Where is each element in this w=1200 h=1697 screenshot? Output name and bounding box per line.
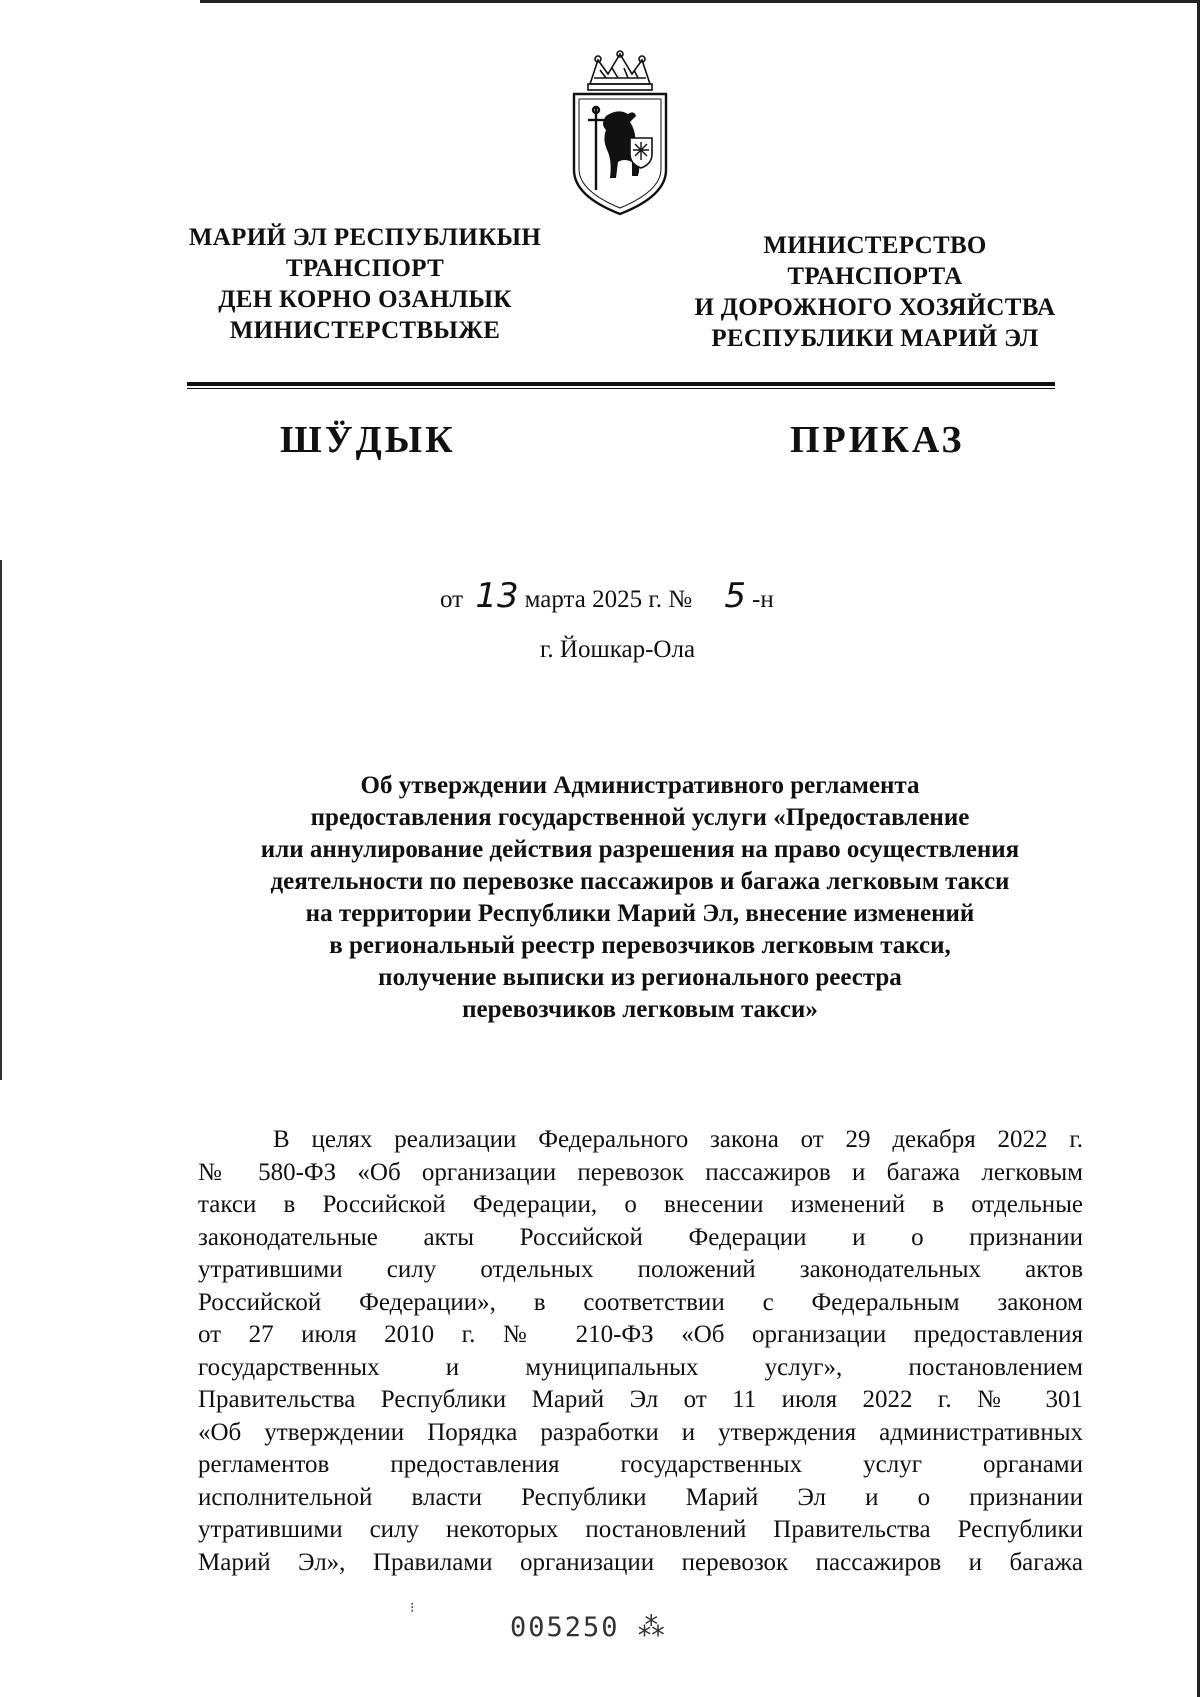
title-line: перевозчиков легковым такси» [462, 996, 818, 1023]
header-left-line: ДЕН КОРНО ОЗАНЛЫК [218, 286, 512, 313]
header-right-line: И ДОРОЖНОГО ХОЗЯЙСТВА [694, 294, 1056, 321]
title-line: Об утверждении Административного регламента [360, 772, 920, 799]
body-line: Российской Федерации», в соответствии с Федеральным законом [198, 1288, 1083, 1316]
body-line: Правительства Республики Марий Эл от 11 июля 2022 г. № 301 [198, 1386, 1083, 1413]
scan-edge-top [200, 0, 1200, 3]
body-line: № 580-ФЗ «Об организации перевозок пассажиров и багажа легковым [198, 1158, 1083, 1186]
doc-type-russian: ПРИКАЗ [790, 419, 965, 461]
header-right-line: РЕСПУБЛИКИ МАРИЙ ЭЛ [711, 325, 1039, 352]
header-ministry-russian [680, 230, 1070, 354]
body-line: утратившими силу некоторых постановлений Правительства Республики [198, 1516, 1083, 1543]
body-line: государственных и муниципальных услуг», постановлением [198, 1353, 1083, 1381]
order-number-suffix: -н [752, 586, 774, 613]
divider-thick-line [187, 382, 1055, 386]
header-right-line: ТРАНСПОРТА [787, 263, 963, 290]
body-line: законодательные акты Российской Федерации и о признании [198, 1223, 1083, 1251]
doc-type-mari: ШӰДЫК [280, 419, 456, 461]
title-line: предоставления государственной услуги «Предоставление [310, 804, 970, 831]
body-line: утратившими силу отдельных положений законодательных актов [198, 1256, 1083, 1283]
divider-thin-line [187, 388, 1055, 389]
body-line: «Об утверждении Порядка разработки и утверждения административных [198, 1418, 1083, 1446]
body-line: регламентов предоставления государственных услуг органами [198, 1451, 1083, 1478]
body-line: такси в Российской Федерации, о внесении изменений в отдельные [198, 1191, 1083, 1218]
header-left-line: МИНИСТЕРСТВЫЖЕ [229, 317, 501, 344]
order-title [190, 770, 1090, 1026]
body-line: В целях реализации Федерального закона от 29 декабря 2022 г. [273, 1126, 1083, 1153]
body-line: исполнительной власти Республики Марий Эл и о признании [198, 1483, 1083, 1511]
body-line: от 27 июля 2010 г. № 210-ФЗ «Об организации предоставления [198, 1321, 1083, 1348]
title-line: в региональный реестр перевозчиков легковым такси, [329, 932, 951, 959]
order-number-handwritten: 5 [724, 576, 747, 616]
title-line: на территории Республики Марий Эл, внесение изменений [305, 900, 975, 927]
scan-dot-mark: ⁝ [410, 1601, 415, 1616]
city-line: г. Йошкар-Ола [540, 636, 696, 663]
header-left-line: ТРАНСПОРТ [285, 255, 445, 282]
coat-of-arms-icon [568, 50, 672, 218]
date-day-handwritten: 13 [475, 576, 519, 616]
scan-edge-left [0, 560, 2, 1080]
title-line: или аннулирование действия разрешения на право осуществления [260, 836, 1020, 863]
title-line: деятельности по перевозке пассажиров и багажа легковым такси [270, 868, 1010, 895]
header-left-line: МАРИЙ ЭЛ РЕСПУБЛИКЫН [188, 224, 542, 251]
order-date-line [440, 576, 774, 616]
title-line: получение выписки из регионального реестра [378, 964, 902, 991]
header-right-line: МИНИСТЕРСТВО [763, 232, 987, 259]
header-ministry-mari [180, 222, 550, 346]
date-month-year: марта 2025 г. № [524, 586, 693, 613]
body-line: Марий Эл», Правилами организации перевозок пассажиров и багажа [198, 1548, 1083, 1576]
header-divider [187, 382, 1055, 389]
order-body-paragraph [198, 1124, 1083, 1579]
date-prefix: от [440, 586, 464, 613]
serial-number: 005250 ⁂ [510, 1612, 667, 1643]
